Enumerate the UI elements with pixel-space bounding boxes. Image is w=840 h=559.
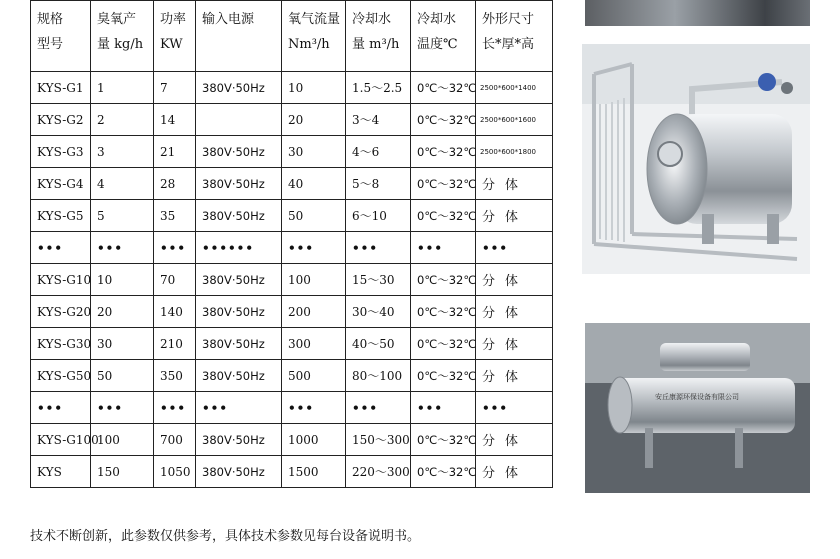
table-header-row xyxy=(31,1,553,72)
cell-power-supply: 380V·50Hz xyxy=(196,456,282,488)
cell-ozone-output: 4 xyxy=(91,168,154,200)
cell-model: KYS-G1 xyxy=(31,72,91,104)
table-row xyxy=(31,456,553,488)
cell-ozone-output: 10 xyxy=(91,264,154,296)
table-row xyxy=(31,296,553,328)
cell-power-supply: ••• xyxy=(196,392,282,424)
cell-model: KYS-G100 xyxy=(31,424,91,456)
cell-power: 70 xyxy=(154,264,196,296)
header-power-supply xyxy=(196,1,282,72)
header-power xyxy=(154,1,196,72)
cell-power-supply: •••••• xyxy=(196,232,282,264)
cell-model: KYS-G5 xyxy=(31,200,91,232)
cell-power-supply: 380V·50Hz xyxy=(196,424,282,456)
cell-cooling-water-flow: 1.5～2.5 xyxy=(346,72,411,104)
header-cooling-water-flow xyxy=(346,1,411,72)
cell-power: 700 xyxy=(154,424,196,456)
table-row xyxy=(31,360,553,392)
cell-cooling-water-flow: 6～10 xyxy=(346,200,411,232)
cell-power: 35 xyxy=(154,200,196,232)
cell-dimensions: ••• xyxy=(476,392,553,424)
cell-model: ••• xyxy=(31,392,91,424)
cell-cooling-water-flow: 40～50 xyxy=(346,328,411,360)
cell-power: 7 xyxy=(154,72,196,104)
cell-cooling-water-temp: 0℃～32℃ xyxy=(411,168,476,200)
cell-model: KYS-G10 xyxy=(31,264,91,296)
cell-model: KYS-G4 xyxy=(31,168,91,200)
cell-power-supply: 380V·50Hz xyxy=(196,200,282,232)
cell-cooling-water-temp: 0℃～32℃ xyxy=(411,200,476,232)
cell-oxygen-flow: 300 xyxy=(282,328,346,360)
header-line xyxy=(202,32,281,57)
header-ozone-output xyxy=(91,1,154,72)
cell-power-supply xyxy=(196,104,282,136)
cell-ozone-output: 150 xyxy=(91,456,154,488)
cell-dimensions: 2500*600*1800 xyxy=(476,136,553,168)
header-model xyxy=(31,1,91,72)
cell-oxygen-flow: 40 xyxy=(282,168,346,200)
cell-cooling-water-temp: 0℃～32℃ xyxy=(411,104,476,136)
cell-dimensions: 分体 xyxy=(476,168,553,200)
header-line: 冷却水 xyxy=(352,12,392,27)
equipment-photo-cooling-tank xyxy=(585,323,810,493)
cell-oxygen-flow: 50 xyxy=(282,200,346,232)
header-line: Nm³/h xyxy=(288,37,330,52)
cell-oxygen-flow: ••• xyxy=(282,232,346,264)
cell-cooling-water-flow: 3～4 xyxy=(346,104,411,136)
header-line: 量 m³/h xyxy=(352,37,400,52)
table-row xyxy=(31,328,553,360)
cell-oxygen-flow: ••• xyxy=(282,392,346,424)
header-line: 功率 xyxy=(160,12,187,27)
cell-ozone-output: 2 xyxy=(91,104,154,136)
table-row xyxy=(31,424,553,456)
cell-power: 350 xyxy=(154,360,196,392)
cell-cooling-water-flow: 4～6 xyxy=(346,136,411,168)
cell-power: 14 xyxy=(154,104,196,136)
cell-power: 28 xyxy=(154,168,196,200)
cell-cooling-water-temp: 0℃～32℃ xyxy=(411,456,476,488)
cell-dimensions: 分体 xyxy=(476,360,553,392)
header-line: 冷却水 xyxy=(417,12,457,27)
cell-power: ••• xyxy=(154,392,196,424)
cell-dimensions: 分体 xyxy=(476,328,553,360)
footnote: 技术不断创新，此参数仅供参考，具体技术参数见每台设备说明书。 xyxy=(30,529,421,544)
table-row xyxy=(31,72,553,104)
cell-dimensions: 分体 xyxy=(476,424,553,456)
table-row xyxy=(31,264,553,296)
table-row xyxy=(31,200,553,232)
cell-cooling-water-flow: 220～300 xyxy=(346,456,411,488)
cell-cooling-water-temp: 0℃～32℃ xyxy=(411,328,476,360)
header-line: 臭氧产 xyxy=(97,12,137,27)
ozone-generator-illustration xyxy=(582,44,810,274)
cell-power-supply: 380V·50Hz xyxy=(196,264,282,296)
cell-power: 1050 xyxy=(154,456,196,488)
cell-dimensions: 分体 xyxy=(476,264,553,296)
cell-model: KYS-G30 xyxy=(31,328,91,360)
cell-dimensions: 2500*600*1600 xyxy=(476,104,553,136)
cell-ozone-output: ••• xyxy=(91,392,154,424)
cell-power-supply: 380V·50Hz xyxy=(196,72,282,104)
cell-dimensions: 2500*600*1400 xyxy=(476,72,553,104)
header-line: 温度℃ xyxy=(417,37,458,52)
cell-power: 140 xyxy=(154,296,196,328)
cell-ozone-output: 5 xyxy=(91,200,154,232)
equipment-photo-top xyxy=(585,0,810,26)
cell-oxygen-flow: 30 xyxy=(282,136,346,168)
header-line: 长*厚*高 xyxy=(482,37,535,52)
header-line: 输入电源 xyxy=(202,12,255,27)
table-row xyxy=(31,392,553,424)
cell-power-supply: 380V·50Hz xyxy=(196,328,282,360)
cell-dimensions: 分体 xyxy=(476,296,553,328)
cell-ozone-output: 3 xyxy=(91,136,154,168)
header-line: 型号 xyxy=(37,37,64,52)
cell-cooling-water-flow: 15～30 xyxy=(346,264,411,296)
cell-ozone-output: 50 xyxy=(91,360,154,392)
table-row xyxy=(31,168,553,200)
cell-ozone-output: ••• xyxy=(91,232,154,264)
cell-dimensions: 分体 xyxy=(476,200,553,232)
header-line: 外形尺寸 xyxy=(482,12,535,27)
cell-oxygen-flow: 10 xyxy=(282,72,346,104)
header-line: 规格 xyxy=(37,12,64,27)
cell-power: 21 xyxy=(154,136,196,168)
header-line: KW xyxy=(160,37,183,52)
cell-ozone-output: 100 xyxy=(91,424,154,456)
cell-model: KYS-G20 xyxy=(31,296,91,328)
cell-oxygen-flow: 1000 xyxy=(282,424,346,456)
cell-model: KYS-G50 xyxy=(31,360,91,392)
cell-cooling-water-temp: 0℃～32℃ xyxy=(411,360,476,392)
header-line: 氧气流量 xyxy=(288,12,341,27)
cell-dimensions: ••• xyxy=(476,232,553,264)
cell-cooling-water-flow: 5～8 xyxy=(346,168,411,200)
cooling-tank-illustration xyxy=(585,323,810,493)
cell-oxygen-flow: 100 xyxy=(282,264,346,296)
equipment-photo-ozone-generator xyxy=(582,44,810,274)
cell-cooling-water-temp: ••• xyxy=(411,232,476,264)
cell-cooling-water-flow: ••• xyxy=(346,392,411,424)
cell-cooling-water-flow: 30～40 xyxy=(346,296,411,328)
cell-cooling-water-flow: 150～300 xyxy=(346,424,411,456)
cell-cooling-water-temp: 0℃～32℃ xyxy=(411,136,476,168)
cell-power-supply: 380V·50Hz xyxy=(196,360,282,392)
cell-cooling-water-flow: ••• xyxy=(346,232,411,264)
cell-model: KYS-G3 xyxy=(31,136,91,168)
header-cooling-water-temp xyxy=(411,1,476,72)
table-row xyxy=(31,232,553,264)
cell-cooling-water-temp: 0℃～32℃ xyxy=(411,72,476,104)
cell-power-supply: 380V·50Hz xyxy=(196,168,282,200)
cell-oxygen-flow: 200 xyxy=(282,296,346,328)
cell-power-supply: 380V·50Hz xyxy=(196,136,282,168)
cell-model: ••• xyxy=(31,232,91,264)
header-dimensions xyxy=(476,1,553,72)
cell-oxygen-flow: 1500 xyxy=(282,456,346,488)
spec-table xyxy=(30,0,553,488)
cell-power: ••• xyxy=(154,232,196,264)
cell-ozone-output: 20 xyxy=(91,296,154,328)
table-row xyxy=(31,136,553,168)
cell-ozone-output: 1 xyxy=(91,72,154,104)
cell-ozone-output: 30 xyxy=(91,328,154,360)
cell-power: 210 xyxy=(154,328,196,360)
cell-cooling-water-temp: 0℃～32℃ xyxy=(411,264,476,296)
cell-model: KYS xyxy=(31,456,91,488)
tank-label: 安丘康源环保设备有限公司 xyxy=(655,393,739,401)
cell-oxygen-flow: 20 xyxy=(282,104,346,136)
cell-oxygen-flow: 500 xyxy=(282,360,346,392)
header-oxygen-flow xyxy=(282,1,346,72)
cell-dimensions: 分体 xyxy=(476,456,553,488)
cell-cooling-water-temp: 0℃～32℃ xyxy=(411,296,476,328)
cell-cooling-water-temp: ••• xyxy=(411,392,476,424)
cell-power-supply: 380V·50Hz xyxy=(196,296,282,328)
table-row xyxy=(31,104,553,136)
cell-cooling-water-temp: 0℃～32℃ xyxy=(411,424,476,456)
cell-model: KYS-G2 xyxy=(31,104,91,136)
header-line: 量 kg/h xyxy=(97,37,144,52)
cell-cooling-water-flow: 80～100 xyxy=(346,360,411,392)
